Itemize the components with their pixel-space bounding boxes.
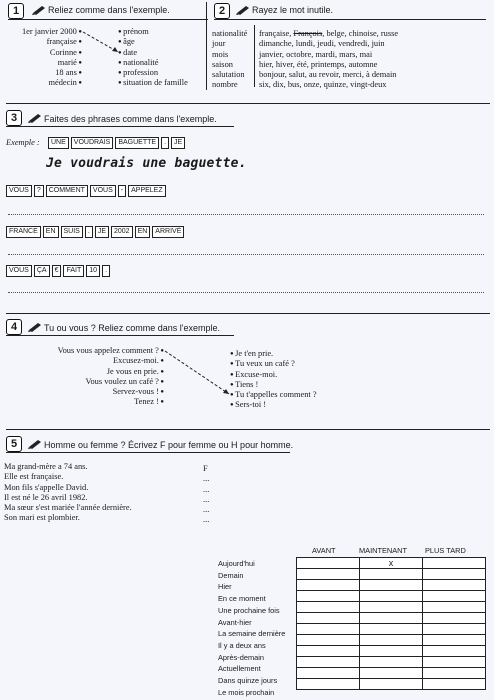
cell[interactable] xyxy=(423,569,486,580)
cell[interactable] xyxy=(297,646,360,657)
table-row xyxy=(297,613,486,624)
time-label: Le mois prochain xyxy=(218,687,275,697)
cell[interactable] xyxy=(297,624,360,635)
ex1-left-item[interactable]: marié ● xyxy=(10,58,82,68)
ex2-label: salutation xyxy=(212,70,245,80)
exercise-5-title-rule xyxy=(6,452,290,453)
time-label: En ce moment xyxy=(218,594,266,604)
ex5-answer[interactable]: F xyxy=(203,464,208,473)
table-row xyxy=(297,591,486,602)
cell[interactable] xyxy=(423,668,486,679)
cell-maintenant[interactable]: x xyxy=(360,558,423,569)
ex4-left-item[interactable]: Servez-vous ! ● xyxy=(20,387,164,397)
word-card: SUIS xyxy=(61,226,83,238)
word-card: EN xyxy=(43,226,59,238)
ex5-sentence: Son mari est plombier. xyxy=(4,513,80,523)
cell[interactable] xyxy=(360,679,423,690)
cell-avant[interactable] xyxy=(297,558,360,569)
time-label: Aujourd'hui xyxy=(218,559,255,568)
cell[interactable] xyxy=(360,657,423,668)
cell[interactable] xyxy=(423,613,486,624)
ex5-sentence: Elle est française. xyxy=(4,472,64,482)
exercise-3-number: 3 xyxy=(6,110,22,126)
cell[interactable] xyxy=(423,624,486,635)
time-label: Avant-hier xyxy=(218,617,252,627)
ex1-left-item[interactable]: 18 ans ● xyxy=(10,68,82,78)
word-card: BAGUETTE xyxy=(115,137,159,149)
word-card: VOUS xyxy=(90,185,116,197)
pencil-icon xyxy=(28,439,42,449)
table-row xyxy=(297,580,486,591)
exercise-2-title: Rayez le mot inutile. xyxy=(252,5,334,15)
cell[interactable] xyxy=(360,591,423,602)
table-row xyxy=(297,569,486,580)
cell[interactable] xyxy=(297,591,360,602)
ex2-label: nombre xyxy=(212,80,238,90)
cell[interactable] xyxy=(360,580,423,591)
cell-plus-tard[interactable] xyxy=(423,558,486,569)
table-row xyxy=(297,679,486,690)
word-card: ARRIVÉ xyxy=(152,226,184,238)
ex4-left-item[interactable]: Excusez-moi. ● xyxy=(20,356,164,366)
table-row xyxy=(297,668,486,679)
exercise-5-title: Homme ou femme ? Écrivez F pour femme ou H pour homme. xyxy=(44,440,294,450)
word-card: APPELEZ xyxy=(128,185,166,197)
ex4-right-item[interactable]: ● Je t'en prie. xyxy=(230,349,317,359)
ex2-label: saison xyxy=(212,59,233,69)
ex3-example-answer: Je voudrais une baguette. xyxy=(46,156,247,171)
word-card: VOUS xyxy=(6,265,32,277)
ex1-right-item[interactable]: ● situation de famille xyxy=(118,78,188,88)
table-row xyxy=(297,646,486,657)
ex1-left-item[interactable]: française ● xyxy=(10,37,82,47)
word-card: ÇA xyxy=(34,265,50,277)
ex3-example-label: Exemple : xyxy=(6,138,40,147)
ex4-right-item[interactable]: ● Tiens ! xyxy=(230,380,317,390)
cell[interactable] xyxy=(297,657,360,668)
ex2-line[interactable]: bonjour, salut, au revoir, merci, à demain xyxy=(259,70,397,80)
table-row xyxy=(297,558,486,569)
ex5-sentences xyxy=(4,462,132,524)
word-card: FAIT xyxy=(63,265,84,277)
ex5-answer[interactable]: ... xyxy=(203,505,210,515)
cell[interactable] xyxy=(297,679,360,690)
cell[interactable] xyxy=(360,569,423,580)
time-label: Il y a deux ans xyxy=(218,640,266,650)
word-card: ? xyxy=(34,185,44,197)
ex4-left-item[interactable]: Vous voulez un café ? ● xyxy=(20,377,164,387)
ex5-answers xyxy=(203,464,209,526)
exercise-5-number: 5 xyxy=(6,436,22,452)
word-card: UNE xyxy=(48,137,69,149)
time-table-grid xyxy=(296,557,486,690)
cell[interactable] xyxy=(297,613,360,624)
cell[interactable] xyxy=(297,668,360,679)
ex5-answer[interactable]: ... xyxy=(203,474,210,484)
exercise-4-title: Tu ou vous ? Reliez comme dans l'exemple. xyxy=(44,323,220,333)
ex5-answer[interactable]: ... xyxy=(203,494,210,504)
word-card: JE xyxy=(95,226,109,238)
ex2-label: mois xyxy=(212,49,229,59)
ex5-sentence: Il est né le 26 avril 1982. xyxy=(4,492,88,502)
cell[interactable] xyxy=(423,657,486,668)
exercise-1-number: 1 xyxy=(8,3,24,19)
cell[interactable] xyxy=(297,580,360,591)
cell[interactable] xyxy=(360,646,423,657)
ex5-sentence: Mon fils s'appelle David. xyxy=(4,482,89,492)
col-header-avant: AVANT xyxy=(312,546,336,555)
time-label: Hier xyxy=(218,582,232,592)
col-header-maintenant: MAINTENANT xyxy=(359,546,408,555)
word-card: JE xyxy=(171,137,185,149)
exercise-1-title: Reliez comme dans l'exemple. xyxy=(48,5,170,15)
word-card: VOUS xyxy=(6,185,32,197)
word-card: EN xyxy=(135,226,151,238)
time-label: Demain xyxy=(218,570,244,580)
ex5-answer[interactable]: ... xyxy=(203,484,210,494)
cell[interactable] xyxy=(423,646,486,657)
table-row xyxy=(297,602,486,613)
word-card: . xyxy=(102,265,110,277)
cell[interactable] xyxy=(360,635,423,646)
cell[interactable] xyxy=(423,580,486,591)
ex1-left-item[interactable]: Corinne ● xyxy=(10,48,82,58)
ex2-label: nationalité xyxy=(212,29,248,38)
ex2-line[interactable]: six, dix, bus, onze, quinze, vingt-deux xyxy=(259,80,387,90)
ex4-right-item[interactable]: ● Sers-toi ! xyxy=(230,400,317,410)
word-card: . xyxy=(85,226,93,238)
ex1-left-item[interactable]: 1er janvier 2000 ● xyxy=(10,27,82,37)
cell[interactable] xyxy=(360,624,423,635)
cell[interactable] xyxy=(297,569,360,580)
ex2-line[interactable]: janvier, octobre, mardi, mars, mai xyxy=(259,49,373,59)
cell[interactable] xyxy=(423,679,486,690)
exercise-2-number: 2 xyxy=(214,3,230,19)
ex1-left-item[interactable]: médecin ● xyxy=(10,78,82,88)
cell[interactable] xyxy=(360,602,423,613)
cell[interactable] xyxy=(297,635,360,646)
ex1-right-item[interactable]: ● prénom xyxy=(118,27,188,37)
ex1-right-item[interactable]: ● profession xyxy=(118,68,188,78)
table-row xyxy=(297,635,486,646)
word-card: 10 xyxy=(86,265,100,277)
ex4-right-item[interactable]: ● Excuse-moi. xyxy=(230,370,317,380)
word-card: FRANCE xyxy=(6,226,41,238)
ex1-right-item[interactable]: ● date xyxy=(118,48,188,58)
time-label: Après-demain xyxy=(218,652,265,662)
ex5-answer[interactable]: ... xyxy=(203,515,210,525)
ex5-sentence: Ma sœur s'est mariée l'année dernière. xyxy=(4,503,132,513)
cell[interactable] xyxy=(360,613,423,624)
ex4-right-item[interactable]: ● Tu t'appelles comment ? xyxy=(230,390,317,400)
word-card: € xyxy=(52,265,62,277)
word-card: . xyxy=(161,137,169,149)
cell[interactable] xyxy=(360,668,423,679)
time-label: Dans quinze jours xyxy=(218,676,278,685)
ex2-line[interactable]: française, François, belge, chinoise, russe xyxy=(259,29,399,38)
time-label: Une prochaine fois xyxy=(218,605,280,615)
exercise-3-title: Faites des phrases comme dans l'exemple. xyxy=(44,114,217,124)
ex2-label: jour xyxy=(212,39,226,49)
struck-word: François xyxy=(293,29,323,38)
ex2-line[interactable]: dimanche, lundi, jeudi, vendredi, juin xyxy=(259,39,385,49)
ex4-right-item[interactable]: ● Tu veux un café ? xyxy=(230,359,317,369)
ex1-right-item[interactable]: ● âge xyxy=(118,37,188,47)
ex5-sentence: Ma grand-mère a 74 ans. xyxy=(4,462,88,471)
word-card: COMMENT xyxy=(46,185,88,197)
ex4-left-item[interactable]: Je vous en prie. ● xyxy=(20,367,164,377)
time-label: Actuellement xyxy=(218,664,261,674)
word-card: - xyxy=(118,185,126,197)
exercise-4-number: 4 xyxy=(6,319,22,335)
exercise-5-top-rule xyxy=(6,429,490,430)
ex4-left-item[interactable]: Tenez ! ● xyxy=(20,397,164,407)
word-card: 2002 xyxy=(111,226,133,238)
time-label: La semaine dernière xyxy=(218,629,286,639)
cell[interactable] xyxy=(297,602,360,613)
cell[interactable] xyxy=(423,591,486,602)
word-card: VOUDRAIS xyxy=(71,137,114,149)
cell[interactable] xyxy=(423,602,486,613)
cell[interactable] xyxy=(423,635,486,646)
table-row xyxy=(297,657,486,668)
ex1-right-item[interactable]: ● nationalité xyxy=(118,58,188,68)
table-row xyxy=(297,624,486,635)
col-header-plus-tard: PLUS TARD xyxy=(425,546,466,555)
ex4-left-item[interactable]: Vous vous appelez comment ? ● xyxy=(20,346,164,356)
ex2-line[interactable]: hier, hiver, été, printemps, automne xyxy=(259,59,378,69)
